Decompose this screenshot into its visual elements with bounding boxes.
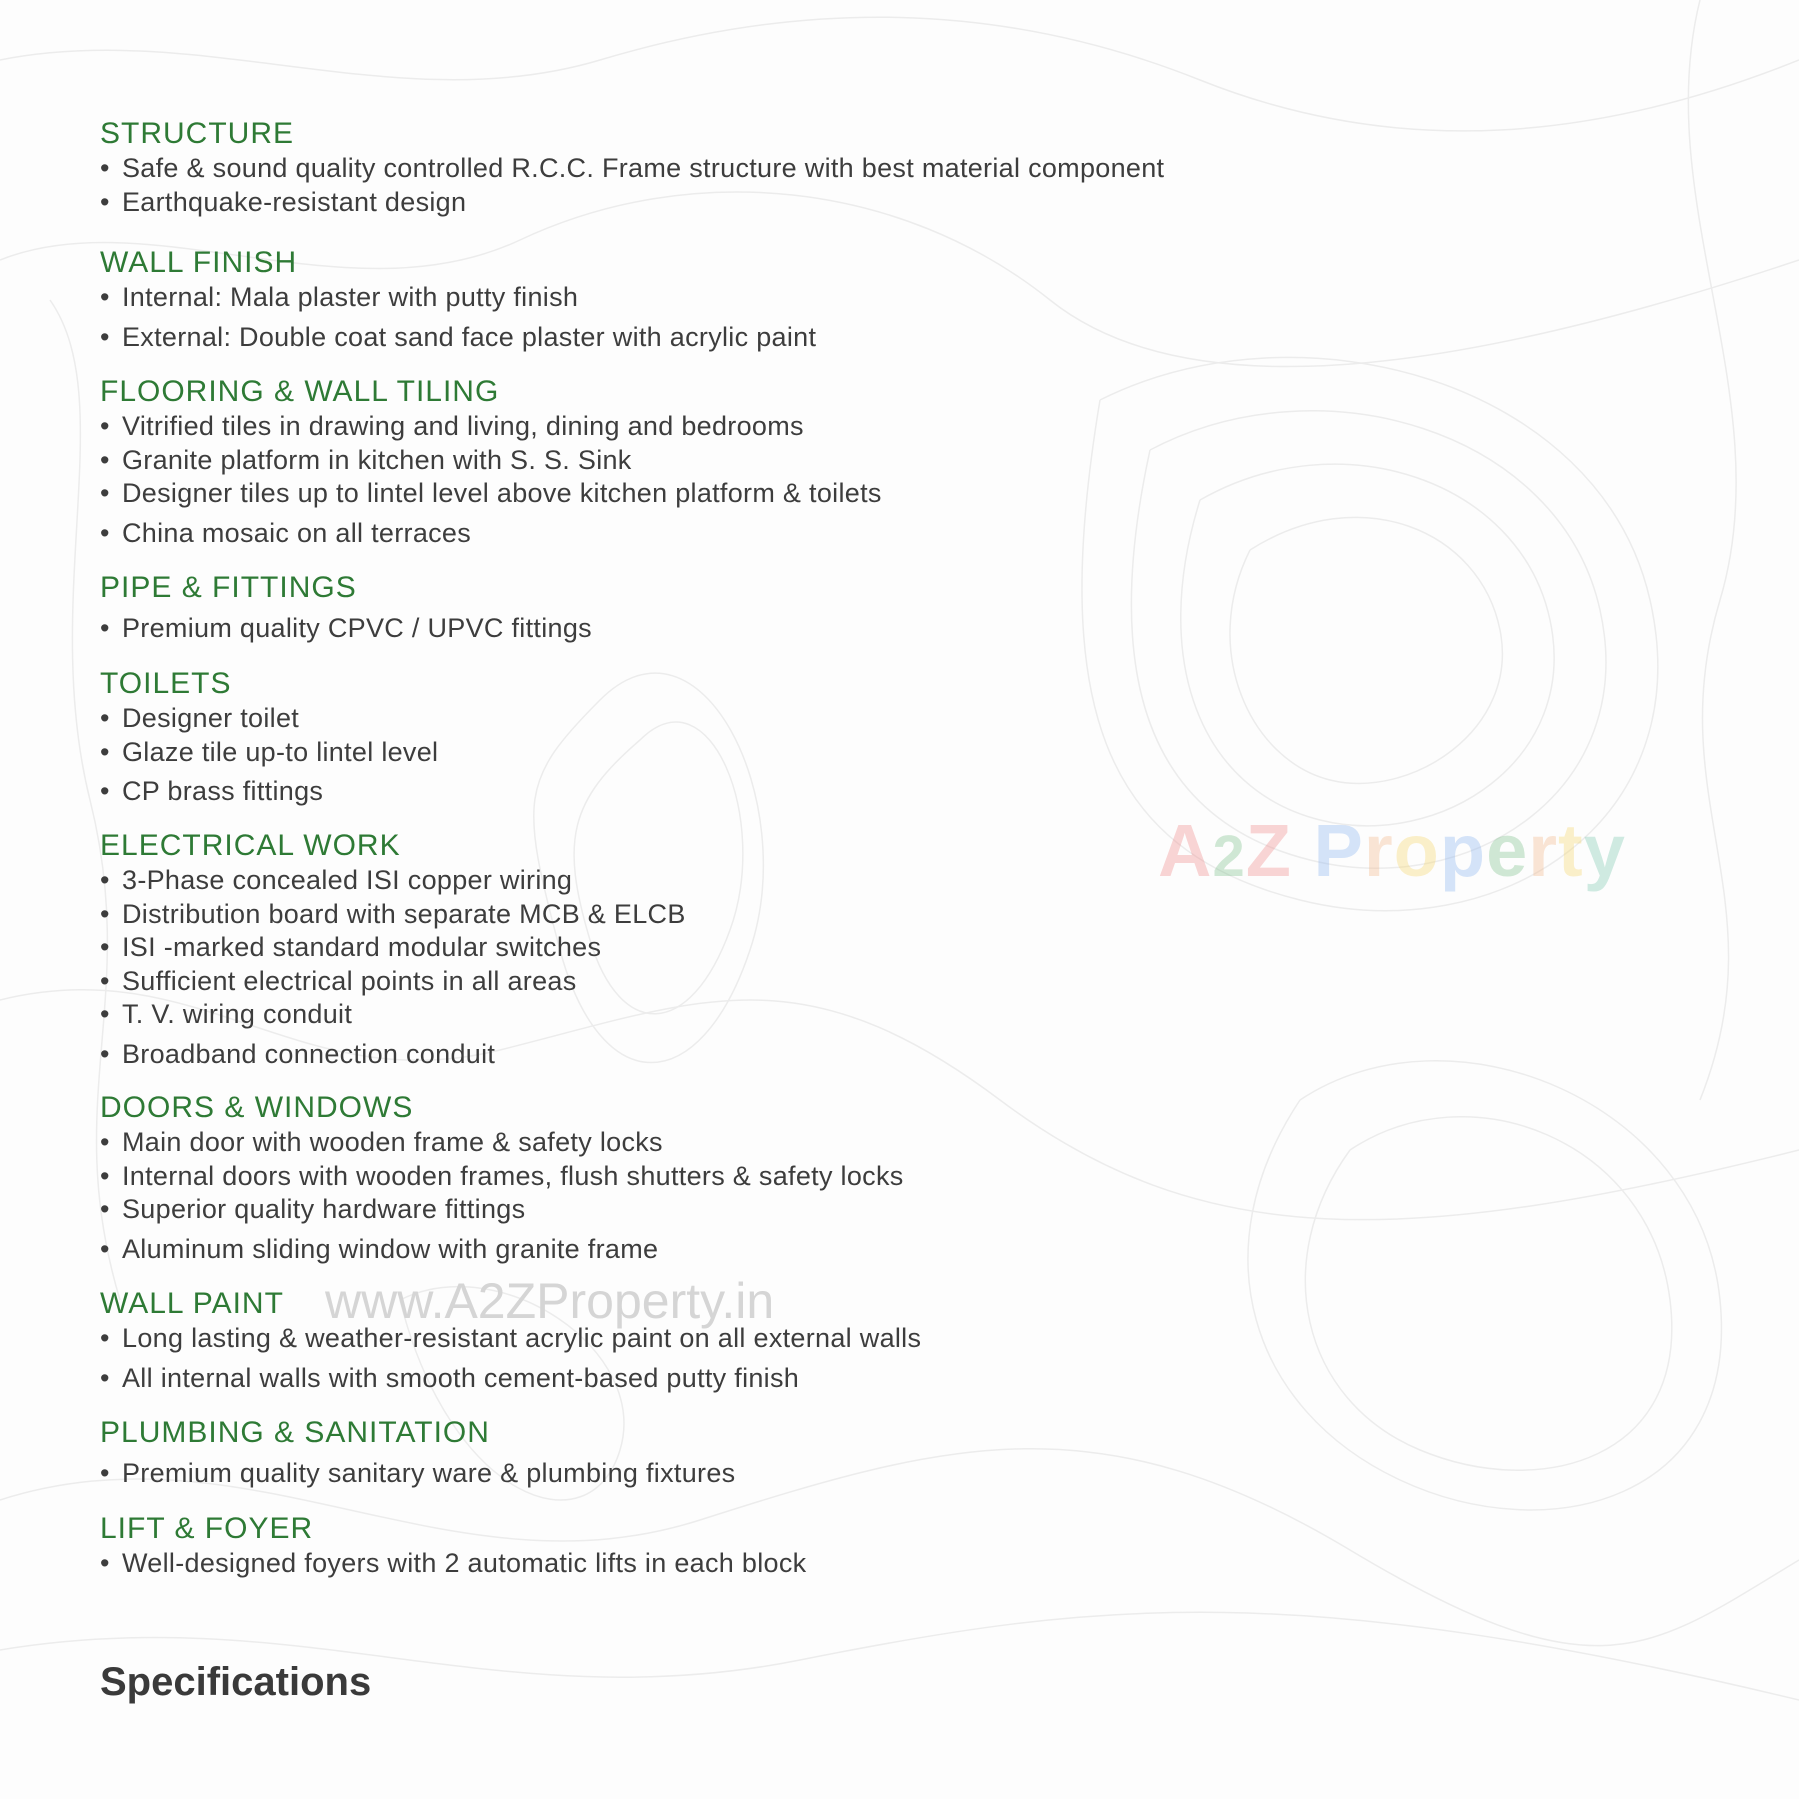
spec-item [100,1547,806,1581]
spec-item [100,1322,921,1356]
section-heading: WALL FINISH [100,246,298,279]
bullet-icon: • [100,321,110,352]
page-title-specifications: Specifications [100,1660,372,1704]
spec-item-text: Main door with wooden frame & safety locks [122,1127,663,1157]
section-heading: PIPE & FITTINGS [100,571,357,604]
spec-item-text: T. V. wiring conduit [122,999,353,1029]
spec-item [100,1160,904,1194]
spec-item-text: Sufficient electrical points in all areas [122,965,577,996]
bullet-icon: • [100,411,110,441]
spec-item [100,444,882,478]
spec-item-text: Well-designed foyers with 2 automatic lifts in each block [122,1548,807,1578]
spec-item [100,702,438,736]
spec-item-text: Long lasting & weather-resistant acrylic paint on all external walls [122,1323,922,1353]
spec-item [100,186,1164,220]
watermark-house-two: 2 [1212,824,1246,889]
spec-item [100,998,686,1032]
spec-item [100,931,686,965]
spec-item-text: Internal: Mala plaster with putty finish [122,282,579,312]
spec-item [100,898,686,932]
spec-item-text: Designer tiles up to lintel level above kitchen platform & toilets [122,478,882,508]
bullet-icon: • [100,1458,110,1488]
spec-item-text: Earthquake-resistant design [122,186,467,217]
bullet-icon: • [100,999,110,1029]
section-heading: DOORS & WINDOWS [100,1091,414,1124]
watermark-letter: p [1439,809,1487,892]
spec-item [100,1233,904,1267]
watermark-letter: e [1486,809,1529,892]
section-toilets [100,666,438,809]
section-heading: LIFT & FOYER [100,1512,314,1545]
spec-item [100,410,882,444]
bullet-icon: • [100,898,110,929]
bullet-icon: • [100,1194,110,1224]
spec-item [100,1193,904,1227]
spec-item [100,1126,904,1160]
spec-item [100,736,438,770]
section-heading: TOILETS [100,667,232,700]
watermark-letter: r [1528,809,1559,892]
section-wall-paint [100,1286,921,1395]
section-pipe-fittings [100,570,592,646]
bullet-icon: • [100,1127,110,1157]
bullet-icon: • [100,613,110,643]
a2z-property-watermark-url: www.A2ZProperty.in [325,1273,775,1329]
watermark-letter: t [1558,809,1584,892]
spec-item-text: Premium quality CPVC / UPVC fittings [122,613,592,643]
spec-item [100,864,686,898]
spec-item-text: Premium quality sanitary ware & plumbing fixtures [122,1458,736,1488]
spec-item-text: Vitrified tiles in drawing and living, dining and bedrooms [122,411,804,441]
bullet-icon: • [100,865,110,895]
bullet-icon: • [100,1233,110,1264]
spec-item-text: Designer toilet [122,703,300,733]
spec-item [100,965,686,999]
spec-item-text: CP brass fittings [122,776,324,806]
section-heading: PLUMBING & SANITATION [100,1416,490,1449]
bullet-icon: • [100,1362,110,1393]
spec-item-text: 3-Phase concealed ISI copper wiring [122,865,573,895]
bullet-icon: • [100,1160,110,1191]
spec-item [100,1362,921,1396]
watermark-letter: o [1393,809,1440,892]
spec-item-text: External: Double coat sand face plaster with acrylic paint [122,321,817,352]
bullet-icon: • [100,703,110,733]
spec-item [100,775,438,809]
section-plumbing-sanitation [100,1415,735,1491]
section-electrical-work [100,828,686,1071]
watermark-letter: P [1313,809,1364,892]
watermark-letter: y [1583,809,1626,892]
watermark-letter-z: Z [1245,809,1292,892]
spec-item-text: Distribution board with separate MCB & ELCB [122,898,686,929]
spec-item-text: Internal doors with wooden frames, flush shutters & safety locks [122,1160,904,1191]
spec-item [100,612,592,646]
spec-item [100,477,882,511]
bullet-icon: • [100,965,110,996]
bullet-icon: • [100,1038,110,1069]
spec-item-text: All internal walls with smooth cement-based putty finish [122,1362,800,1393]
bullet-icon: • [100,282,110,312]
spec-item [100,152,1164,186]
bullet-icon: • [100,517,110,548]
section-doors-windows [100,1090,904,1266]
bullet-icon: • [100,1323,110,1353]
spec-item [100,1457,735,1491]
spec-item-text: China mosaic on all terraces [122,517,472,548]
spec-item-text: ISI -marked standard modular switches [122,932,602,962]
watermark-letter: r [1363,809,1394,892]
spec-item [100,517,882,551]
spec-item-text: Superior quality hardware fittings [122,1194,526,1224]
section-structure [100,116,1164,219]
section-heading: ELECTRICAL WORK [100,829,401,862]
section-heading: FLOORING & WALL TILING [100,375,500,408]
spec-item-text: Aluminum sliding window with granite frame [122,1233,659,1264]
watermark-letter-a: A [1158,809,1213,892]
spec-item-text: Safe & sound quality controlled R.C.C. Frame structure with best material component [122,153,1165,183]
spec-item [100,1038,686,1072]
section-wall-finish [100,245,816,354]
section-flooring-wall-tiling [100,374,882,550]
bullet-icon: • [100,776,110,806]
section-heading: WALL PAINT [100,1287,284,1320]
a2z-property-watermark-logo [1158,808,1626,893]
spec-item [100,321,816,355]
bullet-icon: • [100,444,110,475]
bullet-icon: • [100,153,110,183]
section-lift-foyer [100,1511,806,1581]
spec-item [100,281,816,315]
spec-item-text: Broadband connection conduit [122,1038,496,1069]
bullet-icon: • [100,932,110,962]
section-heading: STRUCTURE [100,117,294,150]
bullet-icon: • [100,736,110,767]
bullet-icon: • [100,186,110,217]
bullet-icon: • [100,478,110,508]
bullet-icon: • [100,1548,110,1578]
spec-item-text: Granite platform in kitchen with S. S. Sink [122,444,632,475]
spec-item-text: Glaze tile up-to lintel level [122,736,439,767]
